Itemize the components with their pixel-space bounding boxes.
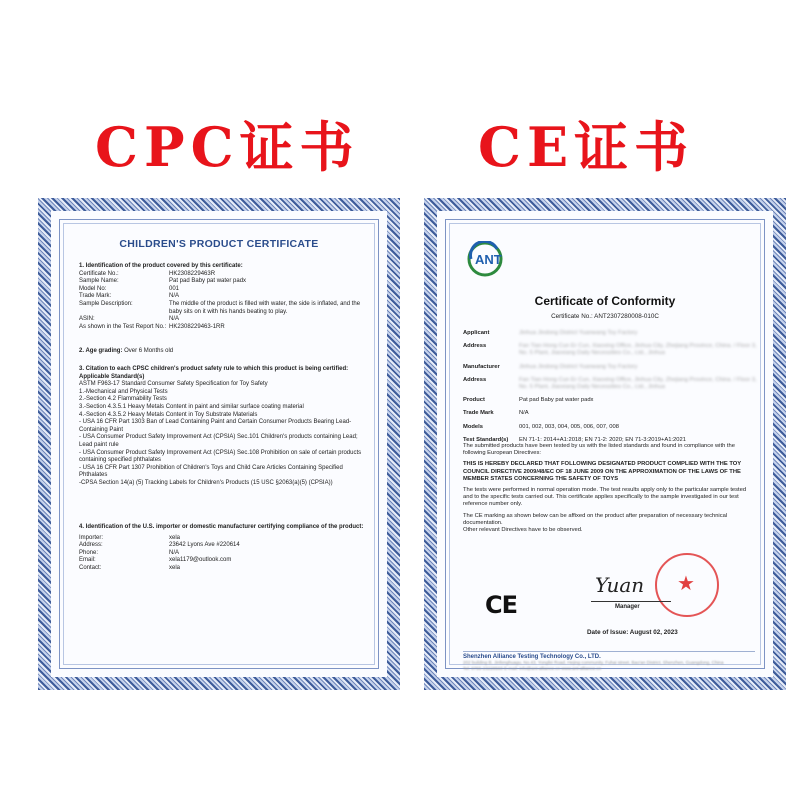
field-label: Email: — [79, 557, 96, 564]
cpc-section-2 — [79, 348, 367, 356]
section-2-title: 2. Age grading: — [79, 348, 123, 354]
field-label: Models — [463, 423, 483, 430]
issue-date: Date of Issue: August 02, 2023 — [587, 629, 678, 636]
field-label: Certificate No.: — [79, 270, 119, 277]
coc-certificate-number: Certificate No.: ANT2307280008-010C — [551, 313, 659, 320]
field-value: HK2308229463-1RR — [169, 323, 225, 330]
field-row — [463, 410, 757, 417]
field-label: Manufacturer — [463, 363, 500, 370]
product-fields — [79, 271, 367, 332]
field-label: As shown in the Test Report No.: — [79, 323, 167, 330]
statement-other-directives: Other relevant Directives have to be observed. — [463, 527, 583, 534]
field-value: Jinhua Jindong District Yuanwang Toy Factory — [519, 330, 638, 336]
manager-signature: Yuan — [595, 573, 645, 597]
field-value: N/A — [519, 410, 529, 417]
field-row — [79, 293, 367, 301]
field-value: xela — [169, 564, 181, 571]
standard-item: ASTM F963-17 Standard Consumer Safety Specification for Toy Safety — [79, 381, 268, 388]
cpc-title: CHILDREN'S PRODUCT CERTIFICATE — [119, 238, 319, 250]
field-row — [463, 364, 757, 371]
field-value: The middle of the product is filled with water, the side is inflated, and the baby sits on it with his hands beating to play. — [169, 300, 361, 315]
field-label: Address — [463, 343, 487, 350]
field-value: 001, 002, 003, 004, 005, 006, 007, 008 — [519, 423, 619, 430]
field-row — [463, 397, 757, 404]
company-stamp — [655, 553, 719, 617]
standard-item: - USA Consumer Product Safety Improvement Act (CPSIA) Sec.101 Children's products containing Lead; Lead paint rule — [79, 434, 358, 448]
cpc-section-3 — [79, 366, 367, 488]
ce-certificate-heading: CE证书 — [478, 115, 695, 179]
field-row — [463, 330, 757, 337]
lab-footer — [463, 651, 755, 672]
field-label: Importer: — [79, 534, 104, 541]
field-value: HK2308229463R — [169, 270, 216, 277]
importer-fields — [79, 535, 367, 573]
coc-title: Certificate of Conformity — [534, 294, 676, 308]
standard-item: 1.-Mechanical and Physical Tests — [79, 388, 168, 395]
standard-item: 2.-Section 4.2 Flammability Tests — [79, 396, 167, 403]
section-4-title: 4. Identification of the U.S. importer or domestic manufacturer certifying compliance of the product: — [79, 524, 364, 530]
statement-test-scope: The tests were performed in normal operation mode. The test results apply only to the particular sample tested and to the specific tests carried out. This certificate applies specifically to the sample investigated in our test reference number only. — [463, 487, 747, 508]
field-label: Sample Name: — [79, 278, 119, 285]
standard-item: -CPSA Section 14(a) (5) Tracking Labels for Children's Products (15 USC §2063(a)(5) (CPSIA)) — [79, 479, 333, 486]
field-row — [79, 535, 367, 543]
field-label: Phone: — [79, 549, 99, 556]
logo-text: ANT — [475, 252, 502, 267]
standard-item: 4.-Section 4.3.5.2 Heavy Metals Content in Toy Substrate Materials — [79, 411, 258, 418]
field-row — [79, 542, 367, 550]
standard-item: - USA Consumer Product Safety Improvement Act (CPSIA) Sec.108 Prohibition on sale of certain products containing specified phthalates — [79, 449, 362, 464]
field-value: Fan Tian Hong Cun Er Cun, Xiaoxing Office, Jinhua City, Zhejiang Province, China. / Floor 3, No. 5 Plant, Jiaoxiang Daily Necessities Co., Ltd., Jinhua — [519, 343, 757, 357]
ant-logo-icon — [467, 241, 515, 277]
cpc-section-1 — [79, 263, 367, 331]
statement-declaration: THIS IS HEREBY DECLARED THAT FOLLOWING DESIGNATED PRODUCT COMPLIED WITH THE TOY COUNCIL DIRECTIVE 2009/48/EC OF 18 JUNE 2009 ON THE APPROXIMATION OF THE LAWS OF THE MEMBER STATES CONCERNING THE SAFETY OF TOYS — [463, 461, 742, 482]
field-row — [79, 278, 367, 286]
lab-contact: Tel: 0755-23228560 E-mail: info@ant-alliance.cn www.ant-alliance.cn — [463, 666, 602, 671]
star-icon: ★ — [677, 573, 695, 595]
signature-line — [591, 601, 671, 602]
field-row — [79, 557, 367, 565]
field-row — [79, 271, 367, 279]
lab-address: 202 building B, Jinfenghuagu, No.43, Yongfei Road, Hejing community, Fuhai street, Bao'an District, Shenzhen, Guangdong, China — [463, 660, 724, 665]
field-label: Test Standard(s) — [463, 436, 509, 443]
field-row — [79, 286, 367, 294]
ce-statements — [463, 443, 757, 534]
field-label: Address — [463, 376, 487, 383]
field-value: 001 — [169, 285, 180, 292]
standard-item: - USA 16 CFR Part 1303 Ban of Lead Containing Paint and Certain Consumer Products Bearing Lead- Containing Paint — [79, 419, 352, 433]
field-value: 23642 Lyons Ave #220614 — [169, 542, 240, 549]
manager-label: Manager — [615, 604, 640, 610]
field-label: Applicant — [463, 330, 490, 336]
cpc-certificate — [38, 198, 400, 690]
statement-tested: The submitted products have been tested by us with the listed standards and found in compliance with the following European Directives: — [463, 443, 735, 457]
field-row — [79, 316, 367, 324]
field-value: N/A — [169, 549, 180, 556]
field-value: Fan Tian Hong Cun Er Cun, Xiaoxing Office, Jinhua City, Zhejiang Province, China. / Floor 3, No. 5 Plant, Jiaoxiang Daily Necessities Co., Ltd., Jinhua — [519, 376, 757, 391]
field-label: Address: — [79, 542, 103, 549]
field-row — [463, 343, 757, 357]
field-label: Contact: — [79, 564, 102, 571]
field-value: Pat pad Baby pat water padx — [519, 397, 594, 404]
field-label: Trade Mark — [463, 410, 494, 417]
field-row — [79, 565, 367, 573]
standard-item: 3.-Section 4.3.5.1 Heavy Metals Content in paint and similar surface coating material — [79, 403, 304, 410]
standards-list — [79, 381, 367, 487]
field-label: ASIN: — [79, 316, 95, 323]
ce-mark-icon: CE — [485, 591, 518, 619]
applicable-standards-label: Applicable Standard(s) — [79, 373, 145, 380]
field-label: Sample Description: — [79, 300, 133, 307]
field-value: xela — [169, 534, 181, 541]
field-label: Product — [463, 397, 485, 404]
field-value: N/A — [169, 293, 180, 300]
field-value: EN 71-1: 2014+A1:2018; EN 71-2: 2020; EN 71-3:2019+A1:2021 — [519, 436, 686, 443]
cpc-certificate-heading: CPC证书 — [95, 115, 360, 179]
field-value: xela1179@outlook.com — [169, 557, 232, 564]
standard-item: - USA 16 CFR Part 1307 Prohibition of Children's Toys and Child Care Articles Containing Specified Phthalates — [79, 464, 343, 479]
field-row — [463, 424, 757, 431]
lab-name: Shenzhen Alliance Testing Technology Co., LTD. — [463, 654, 601, 660]
ce-details — [463, 330, 757, 450]
cpc-section-4 — [79, 524, 367, 573]
field-row — [463, 377, 757, 391]
field-row — [79, 550, 367, 558]
field-value: N/A — [169, 316, 180, 323]
ce-certificate — [424, 198, 786, 690]
field-row — [79, 301, 367, 316]
section-3-title: 3. Citation to each CPSC children's product safety rule to which this product is being certified: — [79, 366, 349, 372]
field-label: Model No: — [79, 285, 107, 292]
field-value: Pat pad Baby pat water padx — [169, 278, 247, 285]
age-grading-value: Over 6 Months old — [124, 348, 174, 354]
field-value: Jinhua Jindong District Yuanwang Toy Factory — [519, 363, 638, 370]
field-row — [79, 324, 367, 332]
field-label: Trade Mark: — [79, 293, 112, 300]
statement-ce-marking: The CE marking as shown below can be affixed on the product after preparation of necessary technical documentation. — [463, 512, 728, 526]
section-1-title: 1. Identification of the product covered by this certificate: — [79, 263, 243, 269]
